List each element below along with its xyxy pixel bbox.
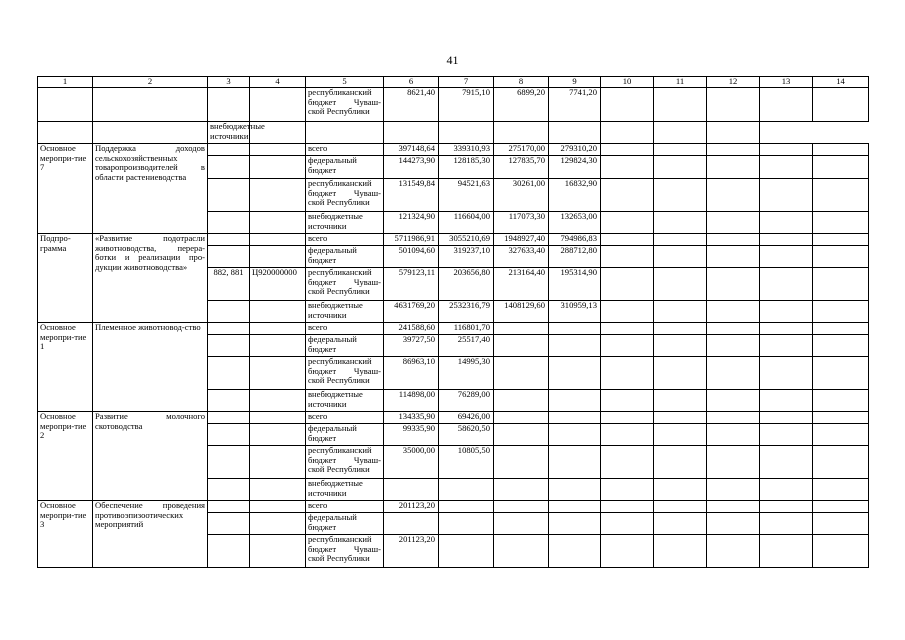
amount-cell [494, 412, 549, 424]
empty-cell [707, 88, 760, 122]
empty-cell [549, 122, 601, 144]
amount-cell [549, 479, 601, 501]
amount-cell: 6899,20 [494, 88, 549, 122]
empty-cell [813, 446, 869, 479]
grbs-code-cell [208, 446, 250, 479]
empty-cell [760, 323, 813, 335]
target-code-cell [250, 335, 306, 357]
empty-cell [654, 122, 707, 144]
amount-cell [494, 513, 549, 535]
funding-source-cell: внебюджетные источники [306, 479, 384, 501]
target-code-cell [250, 513, 306, 535]
table-row [38, 412, 869, 424]
amount-cell: 7915,10 [439, 88, 494, 122]
activity-name-cell: Обеспечение проведения противоэпизоотических мероприятий [93, 501, 208, 568]
funding-source-cell: республиканский бюджет Чуваш-ской Республики [306, 179, 384, 212]
amount-cell: 76289,00 [439, 390, 494, 412]
empty-cell [654, 357, 707, 390]
empty-cell [760, 535, 813, 568]
empty-cell [707, 323, 760, 335]
amount-cell [549, 535, 601, 568]
empty-cell [813, 234, 869, 246]
empty-cell [601, 424, 654, 446]
empty-cell [760, 234, 813, 246]
empty-cell [760, 390, 813, 412]
amount-cell: 116801,70 [439, 323, 494, 335]
activity-type-cell: Подпро-грамма [38, 234, 93, 323]
activity-type-cell: Основное меропри-тие 2 [38, 412, 93, 501]
funding-source-cell: внебюджетные источники [306, 390, 384, 412]
empty-cell [813, 179, 869, 212]
amount-cell: 8621,40 [384, 88, 439, 122]
funding-source-cell: федеральный бюджет [306, 513, 384, 535]
funding-source-cell: всего [306, 234, 384, 246]
amount-cell: 794986,83 [549, 234, 601, 246]
activity-name-cell: «Развитие подотрасли животноводства, перера-ботки и реализации про-дукции животноводства» [93, 234, 208, 323]
empty-cell [760, 179, 813, 212]
amount-cell: 195314,90 [549, 268, 601, 301]
empty-cell [760, 412, 813, 424]
empty-cell [601, 535, 654, 568]
empty-cell [601, 412, 654, 424]
amount-cell [549, 323, 601, 335]
funding-source-cell: республиканский бюджет Чуваш-ской Республики [306, 357, 384, 390]
grbs-code-cell [208, 412, 250, 424]
funding-source-cell: внебюджетные источники [306, 212, 384, 234]
amount-cell [439, 122, 494, 144]
amount-cell [306, 122, 384, 144]
empty-cell [707, 412, 760, 424]
empty-cell [601, 212, 654, 234]
activity-type-cell [38, 88, 93, 122]
empty-cell [707, 513, 760, 535]
grbs-code-cell [208, 234, 250, 246]
amount-cell: 397148,64 [384, 144, 439, 156]
amount-cell [549, 501, 601, 513]
empty-cell [707, 335, 760, 357]
column-header: 14 [813, 77, 869, 88]
amount-cell: 127835,70 [494, 156, 549, 179]
column-header: 11 [654, 77, 707, 88]
empty-cell [601, 301, 654, 323]
empty-cell [760, 301, 813, 323]
funding-source-cell: всего [306, 501, 384, 513]
empty-cell [813, 301, 869, 323]
activity-type-cell: Основное меропри-тие 1 [38, 323, 93, 412]
empty-cell [654, 412, 707, 424]
activity-name-cell [93, 88, 208, 122]
amount-cell [439, 479, 494, 501]
target-code-cell [93, 122, 208, 144]
empty-cell [494, 122, 549, 144]
amount-cell [494, 446, 549, 479]
empty-cell [601, 513, 654, 535]
funding-source-cell: федеральный бюджет [306, 335, 384, 357]
empty-cell [707, 179, 760, 212]
amount-cell: 241588,60 [384, 323, 439, 335]
amount-cell: 116604,00 [439, 212, 494, 234]
amount-cell: 10805,50 [439, 446, 494, 479]
empty-cell [601, 446, 654, 479]
empty-cell [601, 179, 654, 212]
amount-cell [549, 446, 601, 479]
empty-cell [813, 268, 869, 301]
empty-cell [601, 122, 654, 144]
empty-cell [654, 323, 707, 335]
amount-cell [439, 535, 494, 568]
grbs-code-cell [208, 513, 250, 535]
activity-name-cell: Поддержка доходов сельскохозяйственных товаропроизводителей в области растениеводства [93, 144, 208, 234]
empty-cell [654, 501, 707, 513]
amount-cell: 86963,10 [384, 357, 439, 390]
empty-cell [813, 513, 869, 535]
empty-cell [707, 246, 760, 268]
empty-cell [654, 479, 707, 501]
amount-cell: 129824,30 [549, 156, 601, 179]
activity-name-cell: Развитие молочного скотоводства [93, 412, 208, 501]
amount-cell [494, 424, 549, 446]
empty-cell [813, 390, 869, 412]
amount-cell: 201123,20 [384, 501, 439, 513]
target-code-cell [250, 446, 306, 479]
grbs-code-cell: 882, 881 [208, 268, 250, 301]
amount-cell: 144273,90 [384, 156, 439, 179]
funding-source-cell: республиканский бюджет Чуваш-ской Республики [306, 446, 384, 479]
empty-cell [654, 535, 707, 568]
grbs-code-cell [208, 179, 250, 212]
grbs-code-cell [208, 501, 250, 513]
empty-cell [654, 268, 707, 301]
empty-cell [760, 268, 813, 301]
grbs-code-cell [208, 301, 250, 323]
funding-source-cell: всего [306, 323, 384, 335]
empty-cell [654, 144, 707, 156]
funding-source-cell: внебюджетные источники [306, 301, 384, 323]
empty-cell [813, 412, 869, 424]
empty-cell [760, 424, 813, 446]
amount-cell: 14995,30 [439, 357, 494, 390]
grbs-code-cell [208, 335, 250, 357]
amount-cell: 1408129,60 [494, 301, 549, 323]
empty-cell [707, 535, 760, 568]
grbs-code-cell [38, 122, 93, 144]
amount-cell: 30261,00 [494, 179, 549, 212]
empty-cell [813, 335, 869, 357]
amount-cell: 39727,50 [384, 335, 439, 357]
empty-cell [654, 301, 707, 323]
column-header: 1 [38, 77, 93, 88]
column-header: 7 [439, 77, 494, 88]
empty-cell [707, 144, 760, 156]
empty-cell [601, 88, 654, 122]
grbs-code-cell [208, 479, 250, 501]
column-header: 13 [760, 77, 813, 88]
empty-cell [813, 246, 869, 268]
empty-cell [760, 246, 813, 268]
amount-cell: 201123,20 [384, 535, 439, 568]
empty-cell [760, 144, 813, 156]
target-code-cell [250, 412, 306, 424]
amount-cell: 279310,20 [549, 144, 601, 156]
funding-source-cell: федеральный бюджет [306, 246, 384, 268]
budget-table [37, 76, 869, 568]
table-row [38, 144, 869, 156]
amount-cell: 288712,80 [549, 246, 601, 268]
amount-cell: 58620,50 [439, 424, 494, 446]
target-code-cell [250, 535, 306, 568]
amount-cell: 2532316,79 [439, 301, 494, 323]
grbs-code-cell [208, 212, 250, 234]
amount-cell: 69426,00 [439, 412, 494, 424]
grbs-code-cell [208, 323, 250, 335]
target-code-cell [250, 88, 306, 122]
amount-cell [549, 390, 601, 412]
amount-cell [494, 335, 549, 357]
table-row [38, 88, 869, 122]
empty-cell [760, 501, 813, 513]
target-code-cell [250, 234, 306, 246]
empty-cell [813, 323, 869, 335]
empty-cell [654, 513, 707, 535]
page-number: 41 [446, 53, 459, 67]
amount-cell: 16832,90 [549, 179, 601, 212]
amount-cell [549, 357, 601, 390]
empty-cell [813, 357, 869, 390]
activity-type-cell: Основное меропри-тие 3 [38, 501, 93, 568]
amount-cell [549, 424, 601, 446]
table-row [38, 122, 869, 144]
grbs-code-cell [208, 88, 250, 122]
empty-cell [707, 357, 760, 390]
empty-cell [707, 122, 760, 144]
amount-cell: 134335,90 [384, 412, 439, 424]
target-code-cell [250, 390, 306, 412]
empty-cell [707, 268, 760, 301]
empty-cell [601, 234, 654, 246]
empty-cell [601, 246, 654, 268]
column-header: 10 [601, 77, 654, 88]
empty-cell [813, 212, 869, 234]
amount-cell [494, 357, 549, 390]
header-row [38, 77, 869, 88]
column-header: 5 [306, 77, 384, 88]
empty-cell [813, 144, 869, 156]
funding-source-cell: внебюджетные источники [208, 122, 250, 144]
amount-cell: 7741,20 [549, 88, 601, 122]
empty-cell [601, 156, 654, 179]
amount-cell: 94521,63 [439, 179, 494, 212]
amount-cell [384, 122, 439, 144]
amount-cell: 213164,40 [494, 268, 549, 301]
empty-cell [654, 212, 707, 234]
empty-cell [601, 335, 654, 357]
empty-cell [601, 323, 654, 335]
amount-cell: 131549,84 [384, 179, 439, 212]
grbs-code-cell [208, 535, 250, 568]
column-header: 2 [93, 77, 208, 88]
amount-cell: 203656,80 [439, 268, 494, 301]
empty-cell [707, 234, 760, 246]
funding-source-cell: всего [306, 144, 384, 156]
empty-cell [601, 144, 654, 156]
column-header: 9 [549, 77, 601, 88]
funding-source-cell: федеральный бюджет [306, 156, 384, 179]
empty-cell [707, 301, 760, 323]
target-code-cell [250, 212, 306, 234]
amount-cell: 35000,00 [384, 446, 439, 479]
amount-cell [494, 390, 549, 412]
amount-cell [549, 335, 601, 357]
funding-source-cell: федеральный бюджет [306, 424, 384, 446]
target-code-cell [250, 501, 306, 513]
amount-cell [494, 535, 549, 568]
grbs-code-cell [208, 357, 250, 390]
empty-cell [601, 268, 654, 301]
empty-cell [760, 88, 813, 122]
amount-cell: 319237,10 [439, 246, 494, 268]
grbs-code-cell [208, 424, 250, 446]
activity-type-cell: Основное меропри-тие 7 [38, 144, 93, 234]
empty-cell [813, 156, 869, 179]
amount-cell [439, 501, 494, 513]
target-code-cell [250, 479, 306, 501]
empty-cell [601, 390, 654, 412]
empty-cell [654, 246, 707, 268]
empty-cell [654, 156, 707, 179]
amount-cell: 3055210,69 [439, 234, 494, 246]
amount-cell: 4631769,20 [384, 301, 439, 323]
amount-cell: 501094,60 [384, 246, 439, 268]
empty-cell [813, 501, 869, 513]
column-header: 3 [208, 77, 250, 88]
amount-cell: 275170,00 [494, 144, 549, 156]
empty-cell [654, 424, 707, 446]
column-header: 12 [707, 77, 760, 88]
empty-cell [813, 424, 869, 446]
empty-cell [654, 179, 707, 212]
empty-cell [654, 446, 707, 479]
column-header: 6 [384, 77, 439, 88]
target-code-cell [250, 144, 306, 156]
empty-cell [813, 479, 869, 501]
empty-cell [707, 479, 760, 501]
amount-cell: 132653,00 [549, 212, 601, 234]
empty-cell [760, 446, 813, 479]
empty-cell [760, 357, 813, 390]
funding-source-cell: всего [306, 412, 384, 424]
target-code-cell [250, 424, 306, 446]
amount-cell: 25517,40 [439, 335, 494, 357]
empty-cell [707, 501, 760, 513]
empty-cell [760, 335, 813, 357]
amount-cell [384, 513, 439, 535]
empty-cell [813, 88, 869, 122]
empty-cell [707, 446, 760, 479]
empty-cell [760, 212, 813, 234]
empty-cell [707, 390, 760, 412]
empty-cell [707, 212, 760, 234]
amount-cell: 99335,90 [384, 424, 439, 446]
amount-cell [494, 323, 549, 335]
grbs-code-cell [208, 144, 250, 156]
amount-cell [549, 513, 601, 535]
table-row [38, 323, 869, 335]
amount-cell: 327633,40 [494, 246, 549, 268]
amount-cell [549, 412, 601, 424]
amount-cell [494, 479, 549, 501]
grbs-code-cell [208, 390, 250, 412]
target-code-cell [250, 246, 306, 268]
amount-cell [439, 513, 494, 535]
target-code-cell [250, 323, 306, 335]
amount-cell: 114898,00 [384, 390, 439, 412]
empty-cell [654, 335, 707, 357]
empty-cell [760, 513, 813, 535]
empty-cell [707, 156, 760, 179]
target-code-cell [250, 357, 306, 390]
empty-cell [601, 357, 654, 390]
amount-cell: 5711986,91 [384, 234, 439, 246]
amount-cell: 128185,30 [439, 156, 494, 179]
column-header: 8 [494, 77, 549, 88]
column-header: 4 [250, 77, 306, 88]
grbs-code-cell [208, 156, 250, 179]
amount-cell: 121324,90 [384, 212, 439, 234]
amount-cell: 117073,30 [494, 212, 549, 234]
empty-cell [654, 390, 707, 412]
empty-cell [601, 501, 654, 513]
table-row [38, 234, 869, 246]
empty-cell [760, 479, 813, 501]
amount-cell: 579123,11 [384, 268, 439, 301]
funding-source-cell: республиканский бюджет Чуваш-ской Республики [306, 268, 384, 301]
funding-source-cell: республиканский бюджет Чуваш-ской Республики [306, 535, 384, 568]
empty-cell [760, 156, 813, 179]
funding-source-cell: республиканский бюджет Чуваш-ской Республики [306, 88, 384, 122]
empty-cell [654, 88, 707, 122]
amount-cell [494, 501, 549, 513]
grbs-code-cell [208, 246, 250, 268]
target-code-cell: Ц920000000 [250, 268, 306, 301]
amount-cell: 339310,93 [439, 144, 494, 156]
amount-cell [384, 479, 439, 501]
empty-cell [707, 424, 760, 446]
target-code-cell [250, 156, 306, 179]
empty-cell [654, 234, 707, 246]
target-code-cell [250, 179, 306, 212]
activity-name-cell: Племенное животновод-ство [93, 323, 208, 412]
empty-cell [813, 535, 869, 568]
amount-cell: 1948927,40 [494, 234, 549, 246]
empty-cell [601, 479, 654, 501]
target-code-cell [250, 301, 306, 323]
amount-cell: 310959,13 [549, 301, 601, 323]
table-row [38, 501, 869, 513]
